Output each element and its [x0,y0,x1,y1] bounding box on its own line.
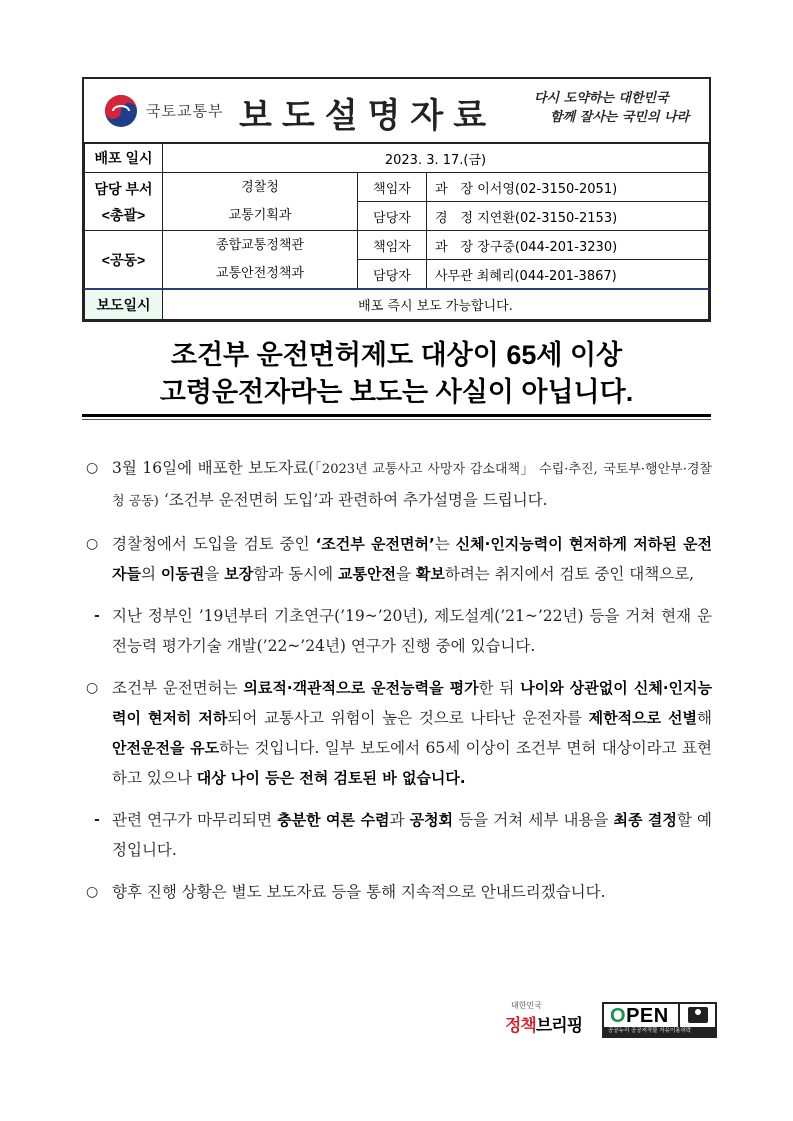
emphasis: ‘조건부 운전면허’ [315,535,435,553]
emphasis: 이동권 [160,565,205,583]
kogl-open-license-badge [602,1002,717,1038]
policy-briefing-red-text: 정책 [505,1016,536,1036]
text: 의 [140,565,161,583]
headline-line-1: 조건부 운전면허제도 대상이 65세 이상 [170,340,623,370]
paragraph-4 [84,673,712,793]
joint-dept-label: <공동> [85,231,163,290]
dash-bullet-icon: - [94,812,100,828]
headline-line-2: 고령운전자라는 보도는 사실이 아닙니다. [159,377,634,407]
contact-role: 책임자 [358,173,427,202]
press-release-value: 배포 즉시 보도 가능합니다. [163,289,709,320]
text: 향후 진행 상황은 별도 보도자료 등을 통해 지속적으로 안내드리겠습니다. [112,883,606,901]
text: 해 [697,709,712,727]
distribution-date: 2023. 3. 17.(금) [163,144,709,173]
attribution-person-icon [688,1007,708,1023]
joint-dept-org-line2: 교통안전정책과 [216,265,304,281]
press-release-row [85,289,709,320]
dash-bullet-icon: - [94,608,100,624]
body-content [84,453,712,919]
paragraph-3 [84,601,712,661]
circle-bullet-icon: ○ [86,536,99,552]
headline-divider-thick [82,414,711,417]
policy-briefing-wordmark [505,1011,595,1036]
text: 국토부·행안부·경찰청 공동) [112,462,712,509]
policy-briefing-text: 브리핑 [535,1016,583,1036]
text: 3월 16일에 배포한 보도자료( [112,459,315,477]
government-taegeuk-logo-icon [104,94,138,128]
emphasis: 신체·인지능력이 현저하게 저하된 운전자들 [112,535,712,583]
text: 을 [395,565,416,583]
emphasis: 교통안전 [338,565,396,583]
joint-dept-org [163,231,358,290]
paragraph-2 [84,529,712,589]
text: 등을 거쳐 세부 내용을 [453,811,614,829]
emphasis: 충분한 여론 수렴 [277,811,390,829]
emphasis: 나이와 상관없이 신체·인지능력이 현저히 저하 [112,679,712,727]
contact-role: 담당자 [358,260,427,290]
joint-dept-org-line1: 종합교통정책관 [216,237,304,253]
slogan-line-1: 다시 도약하는 대한민국 [534,91,669,106]
joint-dept-row-1 [85,231,709,260]
kogl-caption: 공공누리 공공저작물 자유이용허락 [604,1027,715,1036]
emphasis: 의료적·객관적으로 운전능력을 평가 [243,679,479,697]
main-dept-org-line2: 교통기획과 [228,207,292,223]
policy-briefing-logo [505,1000,595,1036]
text: 함과 동시에 [253,565,338,583]
emphasis: 보장 [224,565,254,583]
government-slogan [534,89,689,127]
open-text: PEN [626,1005,669,1027]
ministry-name: 국토교통부 [146,102,224,120]
main-dept-label-line1: 담당 부서 [94,180,153,197]
main-dept-org [163,173,358,231]
contact-role: 책임자 [358,231,427,260]
contact-person: 경 정 지연환(02-3150-2153) [427,202,709,231]
main-dept-label-line2: <총괄> [101,206,146,223]
emphasis: 대상 나이 등은 전혀 검토된 바 없습니다. [196,769,466,787]
footer-logos [505,1000,715,1040]
emphasis: 공청회 [409,811,454,829]
main-dept-label [85,173,163,231]
text: 되어 교통사고 위험이 높은 것으로 나타난 운전자를 [227,709,589,727]
text: 하는 것입니다. 일부 보도에서 65세 이상이 조건부 면허 대상이라고 표현하고 있으나 [112,739,712,787]
emphasis: 확보 [415,565,445,583]
open-o-icon: O [610,1005,627,1027]
contact-person: 과 장 이서영(02-3150-2051) [427,173,709,202]
press-info-table [84,143,709,320]
text: ‘조건부 운전면허 도입’과 관련하여 추가설명을 드립니다. [158,491,548,509]
circle-bullet-icon: ○ [86,680,99,696]
paragraph-5 [84,805,712,865]
header-box [82,77,711,322]
open-wordmark [610,1005,669,1028]
text: 지난 정부인 ’19년부터 기초연구(’19~’20년), 제도설계(’21~’22년) 등을 거쳐 현재 운전능력 평가기술 개발(’22~’24년) 연구가 진행 중에 있습니다. [112,607,712,655]
headline [82,337,711,411]
text: 한 뒤 [478,679,521,697]
distribution-label: 배포 일시 [85,144,163,173]
document-type-title: 보도설명자료 [239,96,497,136]
distribution-row [85,144,709,173]
main-dept-row-1 [85,173,709,202]
paragraph-1 [84,453,712,517]
contact-person: 과 장 장구중(044-201-3230) [427,231,709,260]
text: 「2023년 교통사고 사망자 감소대책」 수립·추진, [314,462,598,477]
badge-separator [678,1004,680,1028]
headline-divider-thin [82,419,711,420]
text: 관련 연구가 마무리되면 [112,811,278,829]
press-release-label: 보도일시 [85,289,163,320]
text: 을 [204,565,225,583]
emphasis: 안전운전을 유도 [112,739,220,757]
paragraph-6 [84,877,712,907]
contact-role: 담당자 [358,202,427,231]
emphasis: 제한적으로 선별 [588,709,697,727]
main-dept-org-line1: 경찰청 [241,179,279,195]
circle-bullet-icon: ○ [86,460,99,476]
circle-bullet-icon: ○ [86,884,99,900]
header-banner [84,79,709,143]
text: 과 [389,811,410,829]
text: 경찰청에서 도입을 검토 중인 [112,535,316,553]
policy-briefing-small-text: 대한민국 [511,1001,542,1010]
contact-person: 사무관 최혜리(044-201-3867) [427,260,709,290]
text: 하려는 취지에서 검토 중인 대책으로, [444,565,695,583]
text: 조건부 운전면허는 [112,679,244,697]
text: 할 예정입니다. [112,811,713,859]
slogan-line-2: 함께 잘사는 국민의 나라 [550,110,690,125]
text: 는 [434,535,456,553]
emphasis: 최종 결정 [613,811,677,829]
